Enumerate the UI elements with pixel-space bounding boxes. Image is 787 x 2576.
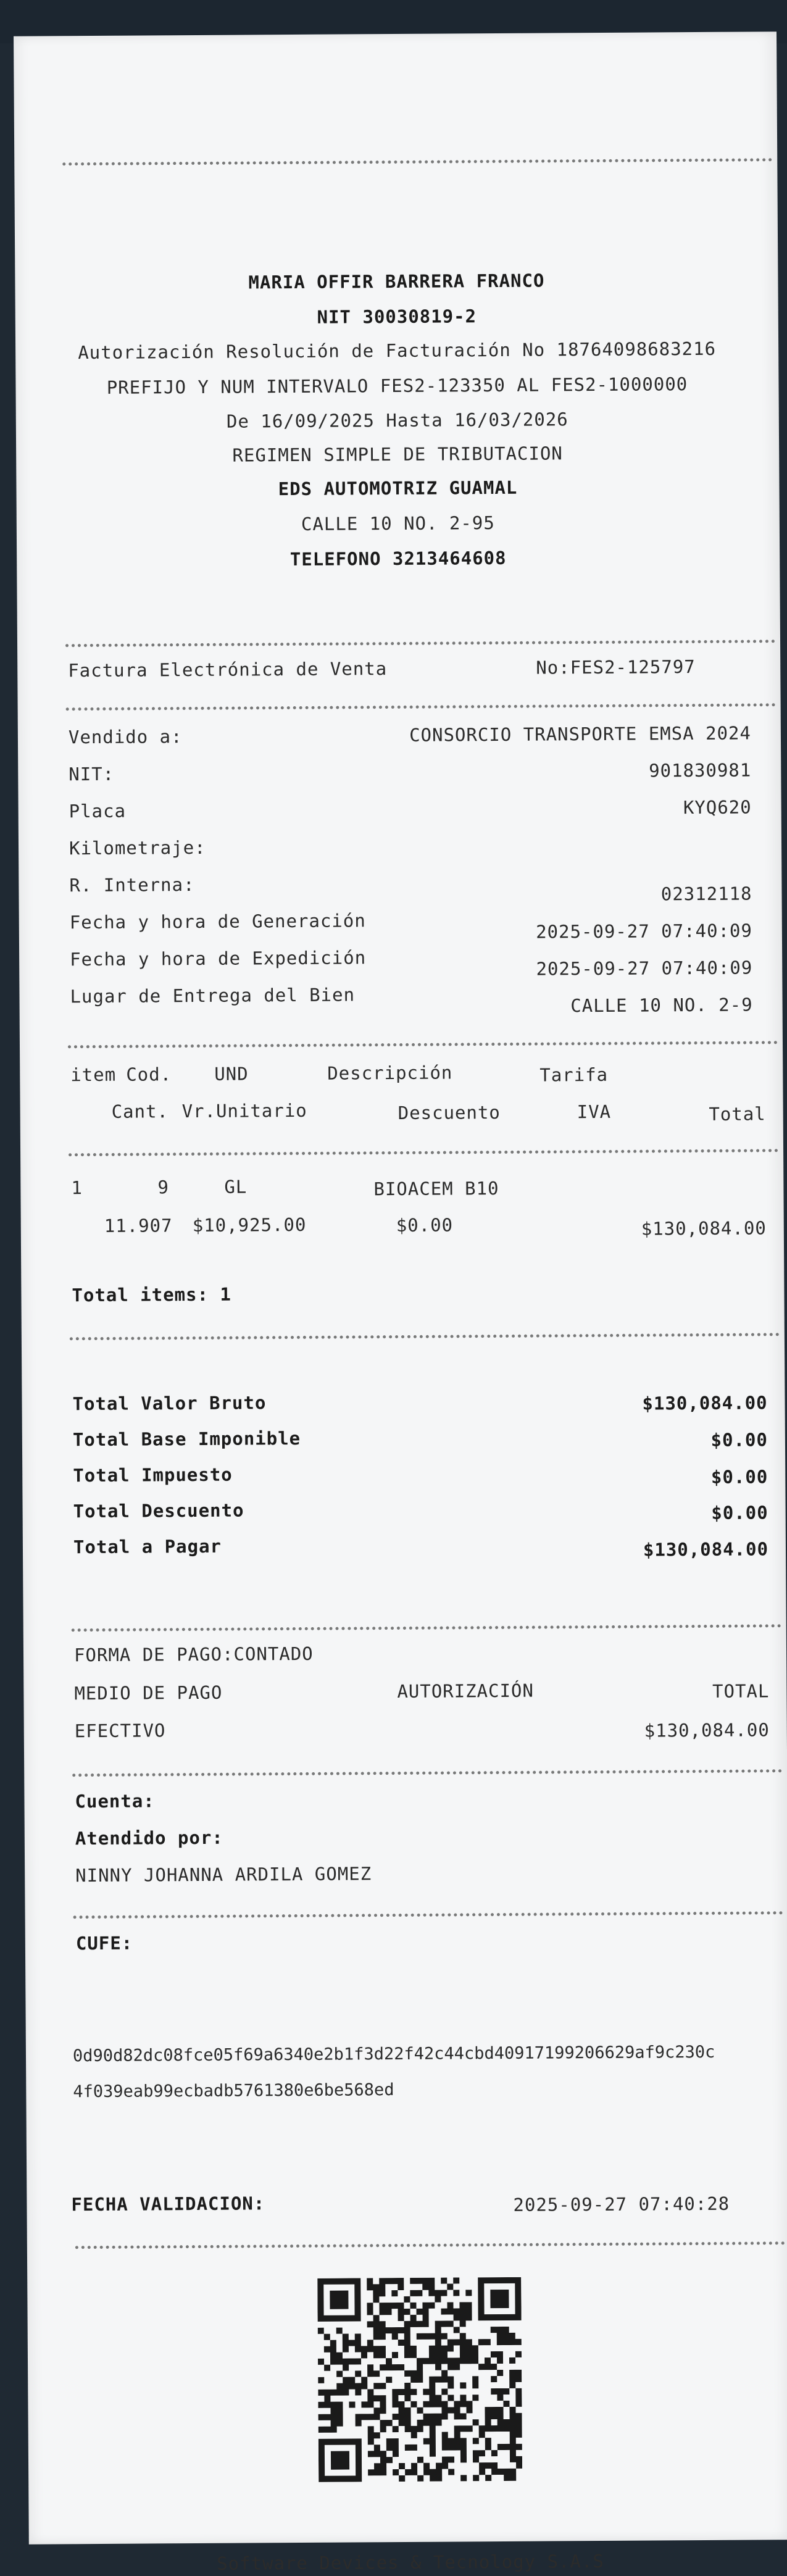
taxable-value: $0.00 — [710, 1429, 768, 1451]
col-unit-price: Vr.Unitario — [181, 1099, 307, 1122]
payment-total-label: TOTAL — [712, 1680, 770, 1702]
delivery-label: Lugar de Entrega del Bien — [70, 984, 356, 1007]
dotted-separator — [66, 703, 776, 711]
payment-authorization-label: AUTORIZACIÓN — [397, 1680, 535, 1703]
dotted-separator — [72, 1624, 781, 1632]
item-total: $130,084.00 — [641, 1217, 767, 1240]
col-unit: UND — [214, 1063, 249, 1085]
taxable-label: Total Base Imponible — [72, 1427, 301, 1451]
col-qty: Cant. — [111, 1101, 169, 1122]
dotted-separator — [69, 1149, 778, 1156]
generated-label: Fecha y hora de Generación — [69, 910, 366, 933]
plate-value: KYQ620 — [683, 796, 752, 819]
sold-to-value: CONSORCIO TRANSPORTE EMSA 2024 — [409, 722, 752, 746]
item-qty: 11.907 — [104, 1215, 173, 1236]
mileage-label: Kilometraje: — [69, 836, 206, 859]
software-vendor: Software Devices & Tecnology S.A.S — [217, 2551, 604, 2574]
col-vat: IVA — [577, 1101, 612, 1123]
dotted-separator — [73, 1911, 783, 1919]
plate-label: Placa — [69, 800, 127, 822]
cufe-line-2: 4f039eab99ecbadb5761380e6be568ed — [73, 2080, 394, 2102]
payment-form: FORMA DE PAGO:CONTADO — [73, 1643, 314, 1666]
tax-regime: REGIMEN SIMPLE DE TRIBUTACION — [232, 443, 563, 466]
payable-label: Total a Pagar — [73, 1535, 222, 1558]
dotted-separator — [75, 2241, 785, 2249]
cufe-line-1: 0d90d82dc08fce05f69a6340e2b1f3d22f42c44cbd40917199206629af9c230c — [72, 2042, 715, 2066]
payment-method: EFECTIVO — [74, 1720, 166, 1742]
item-unit: GL — [224, 1176, 248, 1198]
item-number: 1 — [71, 1177, 83, 1199]
dotted-separator — [72, 1769, 782, 1777]
total-items: Total items: 1 — [72, 1283, 232, 1306]
sold-to-label: Vendido a: — [68, 726, 183, 748]
col-item: item — [70, 1064, 117, 1086]
item-unit-price: $10,925.00 — [192, 1214, 307, 1236]
account-label: Cuenta: — [75, 1790, 155, 1812]
validation-date: 2025-09-27 07:40:28 — [513, 2193, 730, 2215]
dotted-separator — [62, 158, 772, 165]
dotted-separator — [70, 1333, 780, 1340]
authorization-resolution: Autorización Resolución de Facturación No 18764098683216 — [78, 338, 717, 364]
col-code: Cod. — [126, 1064, 172, 1085]
issued-label: Fecha y hora de Expedición — [70, 947, 367, 970]
payment-amount: $130,084.00 — [644, 1719, 770, 1741]
customer-nit-value: 901830981 — [649, 759, 752, 782]
dotted-separator — [68, 1041, 778, 1048]
tax-label: Total Impuesto — [73, 1464, 233, 1486]
dotted-separator — [65, 640, 775, 647]
validity-range: De 16/09/2025 Hasta 16/03/2026 — [226, 409, 568, 432]
item-code: 9 — [157, 1177, 169, 1198]
gross-value: $130,084.00 — [642, 1392, 768, 1414]
cufe-label: CUFE: — [75, 1932, 133, 1954]
item-description: BIOACEM B10 — [373, 1178, 499, 1200]
internal-ref-value: 02312118 — [660, 883, 752, 905]
discount-value: $0.00 — [711, 1502, 768, 1524]
invoice-type: Factura Electrónica de Venta — [68, 658, 388, 682]
item-discount: $0.00 — [396, 1214, 454, 1236]
internal-ref-label: R. Interna: — [69, 874, 195, 896]
station-name: EDS AUTOMOTRIZ GUAMAL — [278, 477, 518, 500]
station-address: CALLE 10 NO. 2-95 — [301, 512, 495, 535]
col-discount: Descuento — [398, 1101, 501, 1124]
station-phone: TELEFONO 3213464608 — [289, 547, 507, 570]
prefix-range: PREFIJO Y NUM INTERVALO FES2-123350 AL FES2-1000000 — [106, 373, 688, 398]
generated-value: 2025-09-27 07:40:09 — [536, 920, 752, 943]
gross-label: Total Valor Bruto — [72, 1392, 267, 1415]
col-description: Descripción — [327, 1062, 453, 1084]
col-total: Total — [709, 1103, 766, 1125]
tax-value: $0.00 — [710, 1466, 768, 1488]
attended-label: Atendido por: — [75, 1827, 223, 1849]
delivery-value: CALLE 10 NO. 2-9 — [570, 994, 753, 1017]
attendant-name: NINNY JOHANNA ARDILA GOMEZ — [75, 1863, 372, 1886]
payment-method-label: MEDIO DE PAGO — [74, 1682, 223, 1704]
invoice-number: No:FES2-125797 — [536, 656, 696, 678]
customer-nit-label: NIT: — [69, 763, 115, 785]
receipt — [14, 31, 787, 2574]
validation-label: FECHA VALIDACION: — [71, 2193, 265, 2215]
issued-value: 2025-09-27 07:40:09 — [536, 957, 753, 980]
qr-code-icon — [317, 2277, 522, 2482]
seller-nit: NIT 30030819-2 — [317, 306, 477, 328]
col-tariff: Tarifa — [539, 1064, 609, 1086]
discount-label: Total Descuento — [73, 1499, 244, 1522]
seller-name: MARIA OFFIR BARRERA FRANCO — [248, 270, 545, 293]
payable-value: $130,084.00 — [643, 1538, 769, 1561]
